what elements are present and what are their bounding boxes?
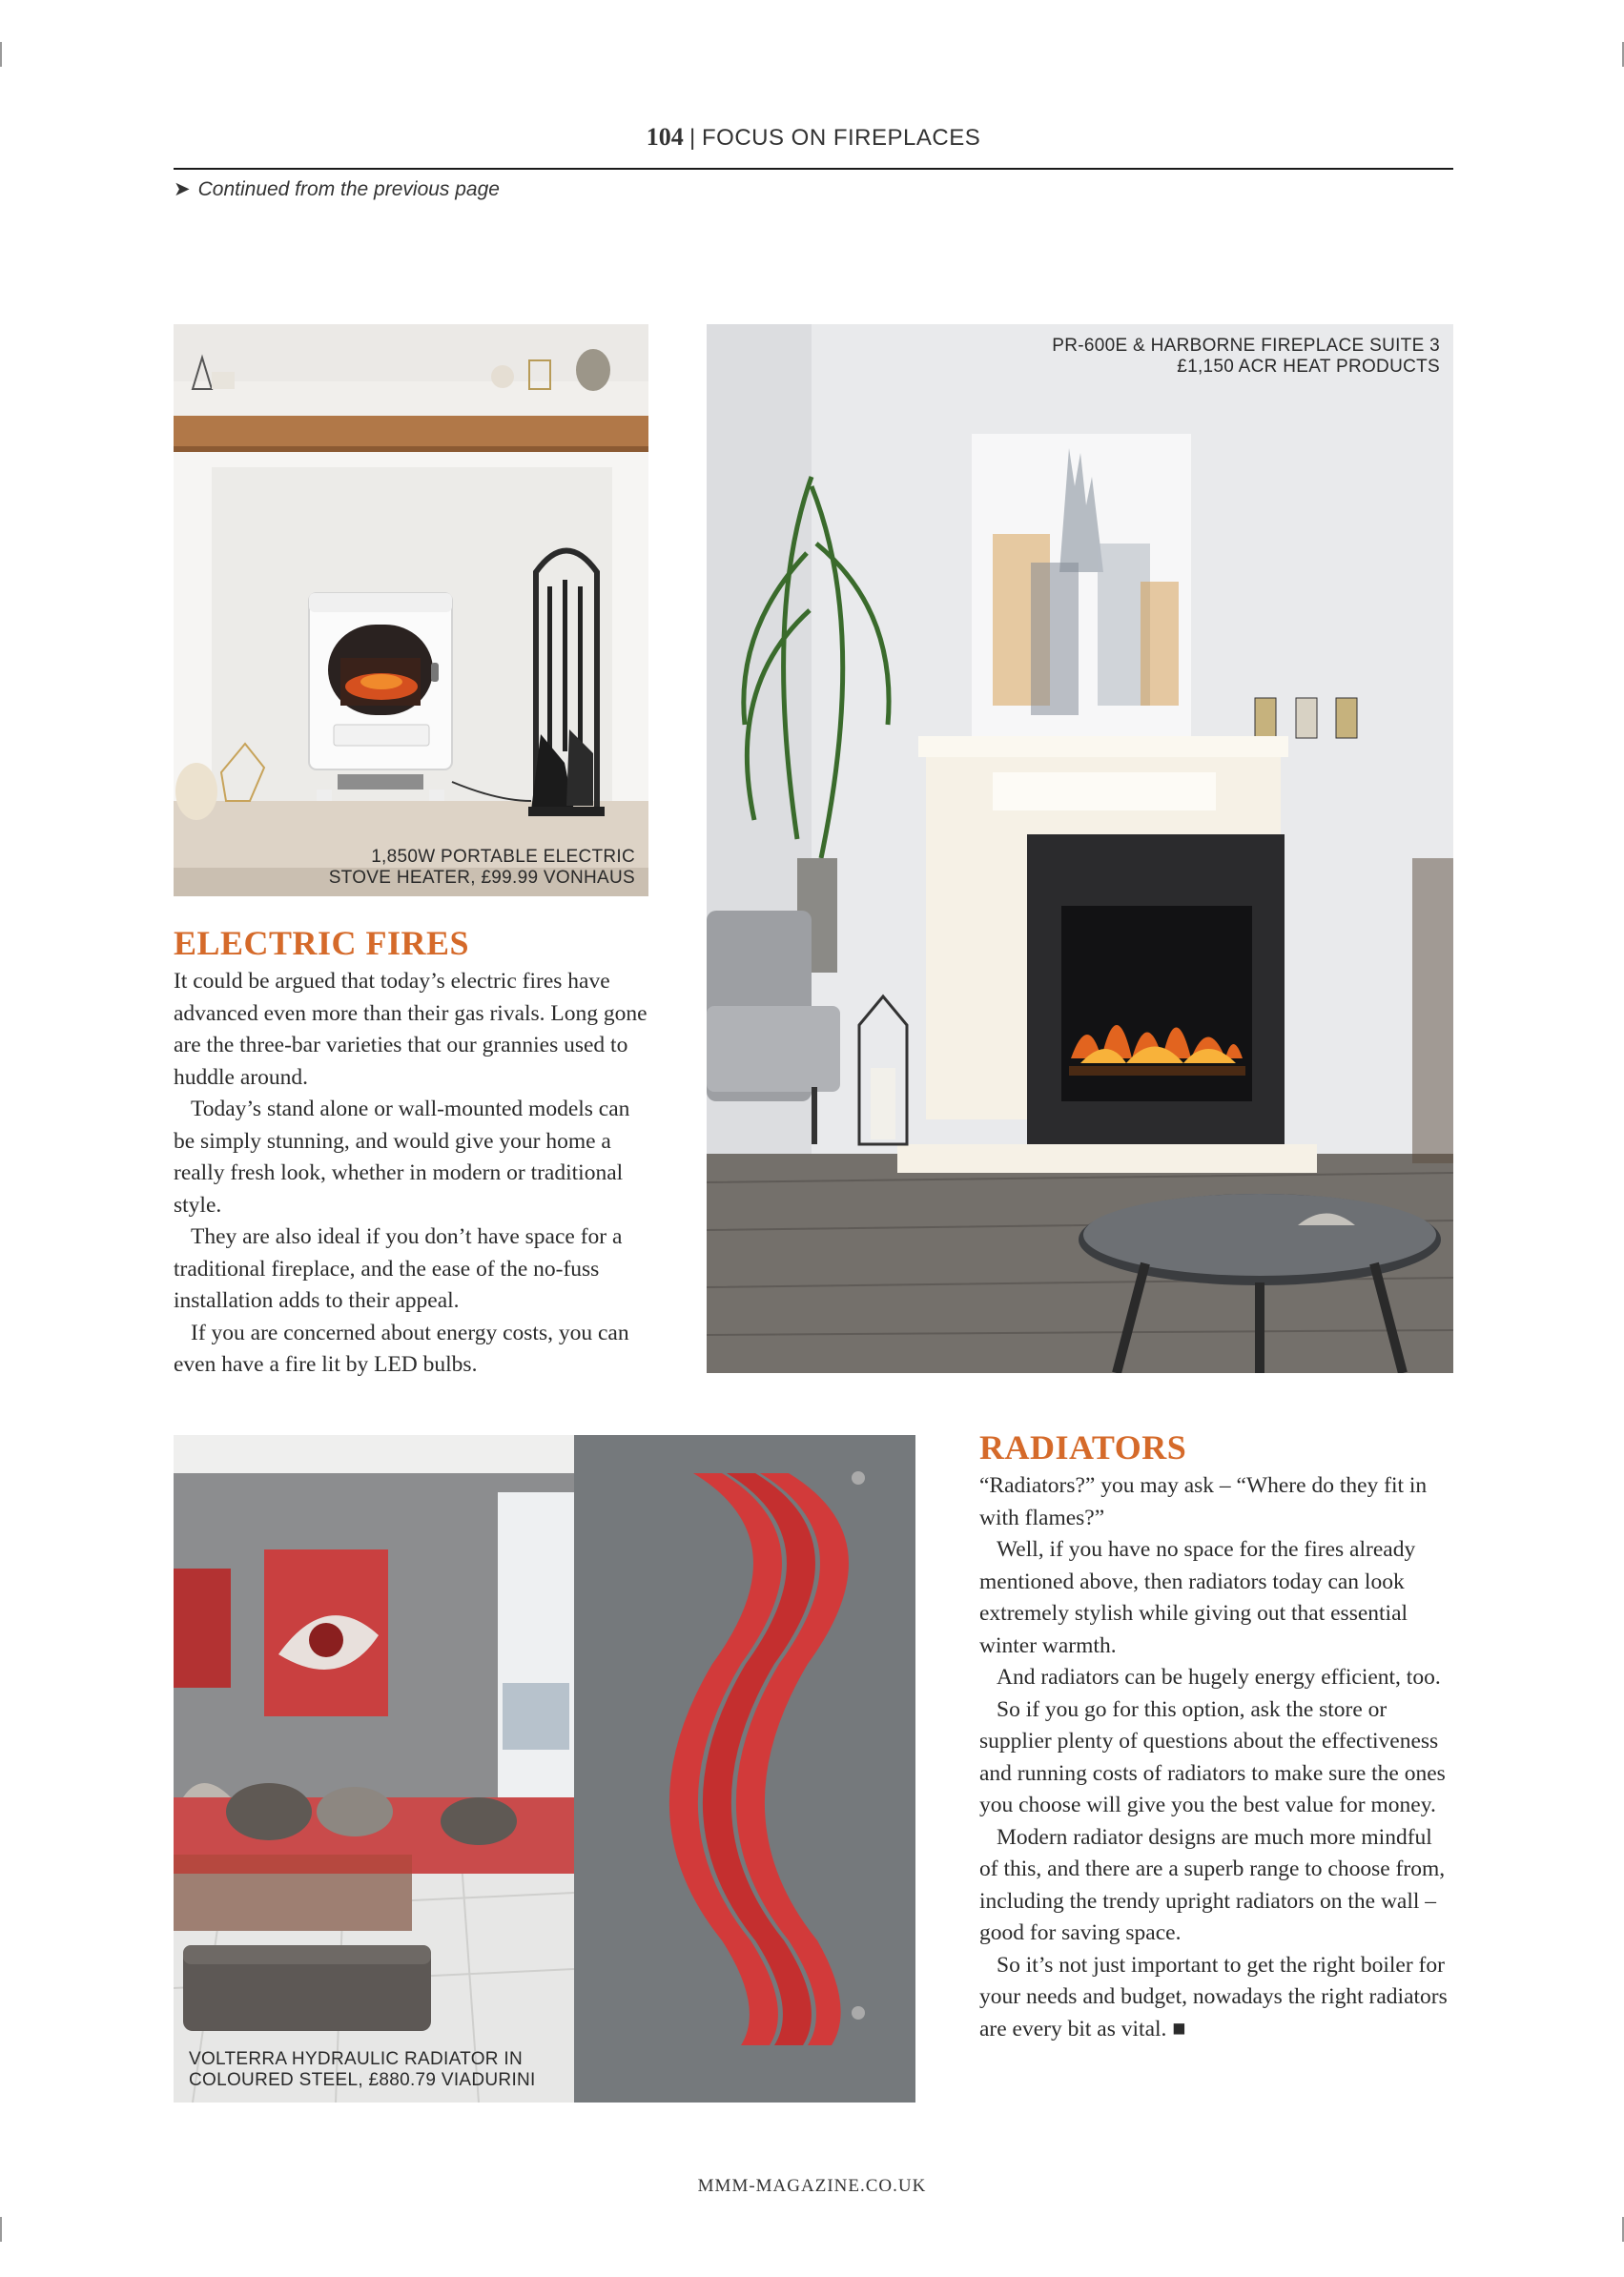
electric-fires-paragraph: Today’s stand alone or wall-mounted models can be simply stunning, and would give your home a really fresh look, whether in modern or traditional style. [174, 1097, 630, 1218]
radiators-heading: RADIATORS [979, 1428, 1187, 1467]
radiator-caption-line1: VOLTERRA HYDRAULIC RADIATOR IN [189, 2049, 524, 2069]
radiators-paragraph: Well, if you have no space for the fires already mentioned above, then radiators today can look extremely stylish while giving out that essential winter warmth. [979, 1537, 1416, 1658]
radiators-paragraph: Modern radiator designs are much more mindful of this, and there are a superb range to choose from, including the trendy upright radiators on the wall – good for saving space. [979, 1824, 1446, 1945]
crop-mark [0, 42, 2, 67]
electric-fires-paragraph: It could be argued that today’s electric fires have advanced even more than their gas rivals. Long gone are the three-bar varieties that our grannies used to huddle around. [174, 969, 648, 1090]
stove-heater-illustration [174, 324, 648, 896]
continued-note [174, 177, 500, 201]
electric-fires-heading: ELECTRIC FIRES [174, 924, 470, 962]
fireplace-caption-line2: £1,150 ACR HEAT PRODUCTS [1177, 357, 1440, 377]
continued-text: Continued from the previous page [197, 178, 500, 200]
electric-fires-paragraph: They are also ideal if you don’t have space for a traditional fireplace, and the ease of the no-fuss installation adds to their appeal. [174, 1224, 623, 1313]
stove-caption [329, 847, 635, 889]
radiator-caption [189, 2049, 536, 2091]
fireplace-suite-photo [707, 324, 1453, 1373]
fireplace-suite-illustration [707, 324, 1453, 1373]
crop-mark [0, 2217, 2, 2242]
page-number: 104 [646, 123, 684, 151]
radiators-paragraph: So it’s not just important to get the right boiler for your needs and budget, nowadays the right radiators are every bit as vital. ■ [979, 1952, 1448, 2041]
stove-heater-photo [174, 324, 648, 896]
radiators-paragraph: And radiators can be hugely energy efficient, too. [997, 1665, 1441, 1690]
electric-fires-paragraph: If you are concerned about energy costs, you can even have a fire lit by LED bulbs. [174, 1320, 629, 1377]
fireplace-caption [1052, 336, 1440, 378]
radiators-body [979, 1470, 1456, 2045]
header-separator: | [689, 125, 696, 151]
stove-caption-line2: STOVE HEATER, £99.99 VONHAUS [328, 868, 635, 888]
radiators-paragraph: “Radiators?” you may ask – “Where do they fit in with flames?” [979, 1473, 1428, 1530]
electric-fires-body [174, 966, 650, 1382]
radiator-caption-line2: COLOURED STEEL, £880.79 VIADURINI [189, 2070, 536, 2090]
page-header [174, 118, 1453, 170]
section-title: FOCUS ON FIREPLACES [702, 125, 981, 151]
radiator-photo [174, 1435, 915, 2103]
stove-caption-line1: 1,850W PORTABLE ELECTRIC [371, 847, 635, 867]
footer-website: MMM-MAGAZINE.CO.UK [697, 2176, 927, 2196]
radiators-paragraph: So if you go for this option, ask the store or supplier plenty of questions about the effectiveness and running costs of radiators to make sure the ones you choose will give you the best value for money. [979, 1696, 1446, 1817]
fireplace-caption-line1: PR-600E & HARBORNE FIREPLACE SUITE 3 [1052, 336, 1440, 356]
arrow-icon: ➤ [174, 178, 191, 200]
radiator-illustration [174, 1435, 915, 2103]
